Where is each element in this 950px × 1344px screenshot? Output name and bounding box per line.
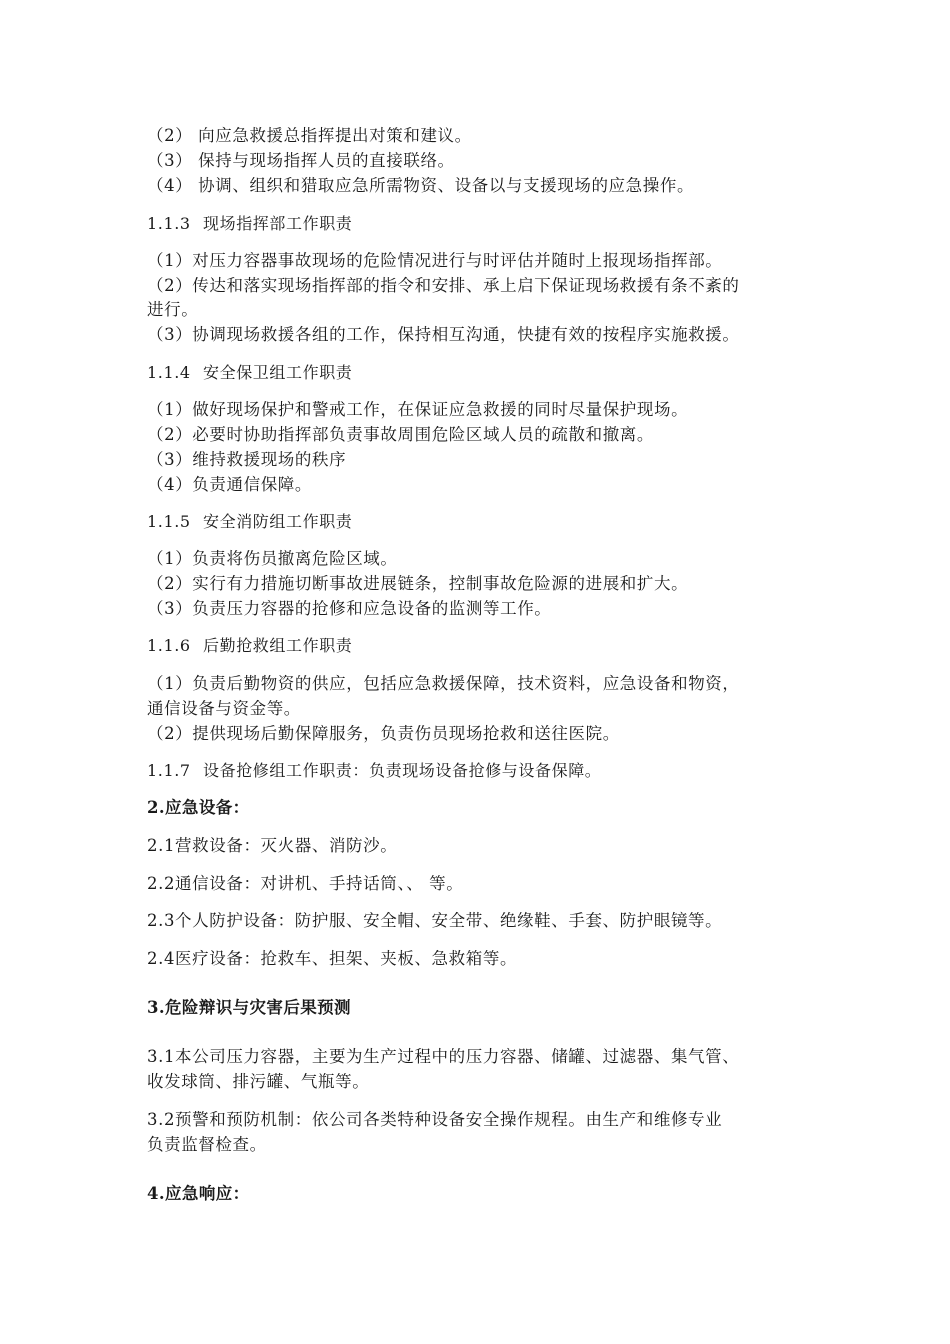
paragraph-line: （2）提供现场后勤保障服务，负责伤员现场抢救和送往医院。 (147, 724, 620, 743)
paragraph-line: （1）负责后勤物资的供应，包括应急救援保障，技术资料，应急设备和物资， (147, 674, 740, 693)
paragraph-line: 3.1本公司压力容器，主要为生产过程中的压力容器、储罐、过滤器、集气管、 (147, 1047, 740, 1066)
section-heading-1-1-3 (147, 214, 352, 234)
section-number: 1.1.7 (147, 761, 191, 780)
paragraph-line: 进行。 (147, 300, 199, 319)
paragraph-line: （1）做好现场保护和警戒工作，在保证应急救援的同时尽量保护现场。 (147, 400, 689, 419)
section-title: 安全保卫组工作职责 (203, 363, 353, 382)
section-heading-1-1-4 (147, 363, 352, 383)
section-title: 安全消防组工作职责 (203, 512, 353, 531)
paragraph-line: （3）协调现场救援各组的工作，保持相互沟通，快捷有效的按程序实施救援。 (147, 325, 740, 344)
heading-emergency-response: 4.应急响应： (147, 1184, 250, 1203)
paragraph-line: （2） 向应急救援总指挥提出对策和建议。 (147, 126, 472, 145)
paragraph-line: 3.2预警和预防机制：依公司各类特种设备安全操作规程。由生产和维修专业 (147, 1110, 723, 1129)
paragraph-line: 2.3个人防护设备：防护服、安全帽、安全带、绝缘鞋、手套、防护眼镜等。 (147, 911, 723, 930)
heading-hazard-identification: 3.危险辩识与灾害后果预测 (147, 998, 351, 1017)
section-number: 1.1.6 (147, 636, 191, 655)
section-number: 1.1.5 (147, 512, 191, 531)
section-heading-1-1-7 (147, 761, 601, 781)
paragraph-line: 2.1营救设备：灭火器、消防沙。 (147, 836, 398, 855)
paragraph-line: （1）对压力容器事故现场的危险情况进行与时评估并随时上报现场指挥部。 (147, 251, 723, 270)
section-heading-1-1-5 (147, 512, 352, 532)
section-heading-1-1-6 (147, 636, 352, 656)
section-title: 现场指挥部工作职责 (203, 214, 353, 233)
paragraph-line: （4）负责通信保障。 (147, 475, 312, 494)
paragraph-line: 负责监督检查。 (147, 1135, 267, 1154)
paragraph-line: （4） 协调、组织和猎取应急所需物资、设备以与支援现场的应急操作。 (147, 176, 695, 195)
paragraph-line: （1）负责将伤员撤离危险区域。 (147, 549, 398, 568)
paragraph-line: （3）维持救援现场的秩序 (147, 450, 347, 469)
section-title: 设备抢修组工作职责：负责现场设备抢修与设备保障。 (203, 761, 602, 780)
heading-emergency-equipment: 2.应急设备： (147, 798, 250, 817)
section-title: 后勤抢救组工作职责 (203, 636, 353, 655)
paragraph-line: 2.4医疗设备：抢救车、担架、夹板、急救箱等。 (147, 949, 518, 968)
paragraph-line: 收发球筒、排污罐、气瓶等。 (147, 1072, 370, 1091)
paragraph-line: 2.2通信设备：对讲机、手持话筒、、 等。 (147, 874, 464, 893)
paragraph-line: （3）负责压力容器的抢修和应急设备的监测等工作。 (147, 599, 552, 618)
section-number: 1.1.3 (147, 214, 191, 233)
paragraph-line: （2）传达和落实现场指挥部的指令和安排、承上启下保证现场救援有条不紊的 (147, 276, 740, 295)
paragraph-line: （2）必要时协助指挥部负责事故周围危险区域人员的疏散和撤离。 (147, 425, 654, 444)
paragraph-line: （2）实行有力措施切断事故进展链条，控制事故危险源的进展和扩大。 (147, 574, 689, 593)
paragraph-line: 通信设备与资金等。 (147, 699, 301, 718)
paragraph-line: （3） 保持与现场指挥人员的直接联络。 (147, 151, 455, 170)
section-number: 1.1.4 (147, 363, 191, 382)
